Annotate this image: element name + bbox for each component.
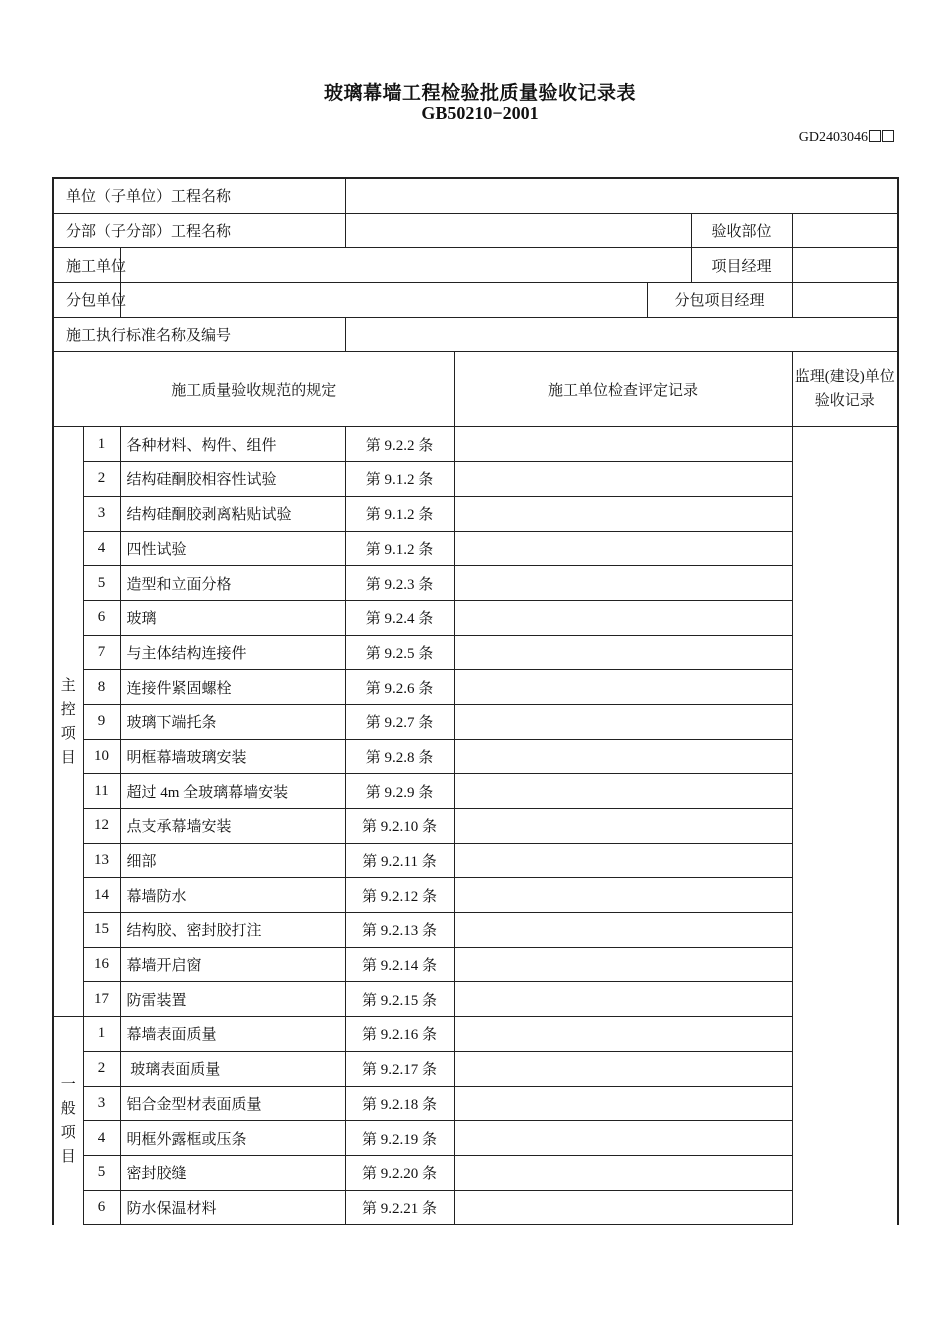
label-construction-unit: 施工单位 <box>53 248 120 283</box>
item-name: 连接件紧固螺栓 <box>120 670 345 705</box>
item-name: 幕墙开启窗 <box>120 947 345 982</box>
item-no: 5 <box>83 1155 120 1190</box>
item-record[interactable] <box>454 496 792 531</box>
item-record[interactable] <box>454 531 792 566</box>
field-unit-project[interactable] <box>345 178 898 213</box>
row-execution-standard <box>53 317 898 352</box>
table-row <box>53 1155 898 1190</box>
item-name: 四性试验 <box>120 531 345 566</box>
table-row <box>53 635 898 670</box>
item-name: 各种材料、构件、组件 <box>120 427 345 462</box>
label-project-manager: 项目经理 <box>691 248 792 283</box>
table-row <box>53 947 898 982</box>
item-record[interactable] <box>454 809 792 844</box>
item-clause: 第 9.2.11 条 <box>345 843 454 878</box>
item-name: 点支承幕墙安装 <box>120 809 345 844</box>
table-row <box>53 878 898 913</box>
field-construction-unit[interactable] <box>120 248 691 283</box>
item-clause: 第 9.2.7 条 <box>345 704 454 739</box>
table-row <box>53 566 898 601</box>
item-name: 防雷装置 <box>120 982 345 1017</box>
item-clause: 第 9.2.14 条 <box>345 947 454 982</box>
field-execution-standard[interactable] <box>345 317 898 352</box>
item-no: 6 <box>83 1190 120 1225</box>
field-subcontract-unit[interactable] <box>120 283 647 318</box>
item-clause: 第 9.2.6 条 <box>345 670 454 705</box>
item-record[interactable] <box>454 1121 792 1156</box>
item-record[interactable] <box>454 947 792 982</box>
item-clause: 第 9.2.3 条 <box>345 566 454 601</box>
header-spec: 施工质量验收规范的规定 <box>53 352 454 427</box>
item-record[interactable] <box>454 982 792 1017</box>
item-no: 3 <box>83 1086 120 1121</box>
header-record: 施工单位检查评定记录 <box>454 352 792 427</box>
item-name: 明框外露框或压条 <box>120 1121 345 1156</box>
field-inspection-location[interactable] <box>792 213 898 248</box>
row-subcontract-unit <box>53 283 898 318</box>
table-row <box>53 1051 898 1086</box>
item-clause: 第 9.2.13 条 <box>345 913 454 948</box>
table-row <box>53 1190 898 1225</box>
item-name: 细部 <box>120 843 345 878</box>
table-row <box>53 670 898 705</box>
item-name: 幕墙表面质量 <box>120 1017 345 1052</box>
item-name: 结构胶、密封胶打注 <box>120 913 345 948</box>
item-name: 铝合金型材表面质量 <box>120 1086 345 1121</box>
item-record[interactable] <box>454 1017 792 1052</box>
item-no: 11 <box>83 774 120 809</box>
item-clause: 第 9.1.2 条 <box>345 462 454 497</box>
item-no: 10 <box>83 739 120 774</box>
item-clause: 第 9.2.16 条 <box>345 1017 454 1052</box>
item-record[interactable] <box>454 774 792 809</box>
item-record[interactable] <box>454 1051 792 1086</box>
item-record[interactable] <box>454 462 792 497</box>
item-no: 2 <box>83 1051 120 1086</box>
table-row <box>53 739 898 774</box>
item-record[interactable] <box>454 427 792 462</box>
table-row <box>53 462 898 497</box>
item-record[interactable] <box>454 878 792 913</box>
item-no: 16 <box>83 947 120 982</box>
item-no: 8 <box>83 670 120 705</box>
item-no: 4 <box>83 1121 120 1156</box>
item-no: 1 <box>83 427 120 462</box>
item-name: 造型和立面分格 <box>120 566 345 601</box>
item-clause: 第 9.2.9 条 <box>345 774 454 809</box>
table-row <box>53 1017 898 1052</box>
table-header-row <box>53 352 898 427</box>
label-subcontract-manager: 分包项目经理 <box>647 283 792 318</box>
document-code-text: GD2403046 <box>798 130 868 145</box>
item-name: 密封胶缝 <box>120 1155 345 1190</box>
item-no: 7 <box>83 635 120 670</box>
table-row <box>53 843 898 878</box>
table-row <box>53 1121 898 1156</box>
item-clause: 第 9.2.5 条 <box>345 635 454 670</box>
item-record[interactable] <box>454 600 792 635</box>
item-record[interactable] <box>454 670 792 705</box>
table-row <box>53 496 898 531</box>
item-clause: 第 9.2.4 条 <box>345 600 454 635</box>
field-sub-project[interactable] <box>345 213 691 248</box>
header-supervisor: 监理(建设)单位验收记录 <box>792 352 898 427</box>
label-sub-project: 分部（子分部）工程名称 <box>53 213 345 248</box>
table-row <box>53 913 898 948</box>
label-execution-standard: 施工执行标准名称及编号 <box>53 317 345 352</box>
item-record[interactable] <box>454 704 792 739</box>
item-record[interactable] <box>454 1155 792 1190</box>
item-name: 与主体结构连接件 <box>120 635 345 670</box>
item-record[interactable] <box>454 1190 792 1225</box>
item-clause: 第 9.2.2 条 <box>345 427 454 462</box>
item-record[interactable] <box>454 739 792 774</box>
item-no: 15 <box>83 913 120 948</box>
checkbox-square-icon <box>869 130 881 142</box>
item-record[interactable] <box>454 843 792 878</box>
item-record[interactable] <box>454 913 792 948</box>
item-record[interactable] <box>454 635 792 670</box>
category-main-label: 主控项目 <box>60 677 76 766</box>
item-no: 6 <box>83 600 120 635</box>
table-row <box>53 704 898 739</box>
item-no: 5 <box>83 566 120 601</box>
inspection-table <box>52 177 899 1225</box>
item-clause: 第 9.2.17 条 <box>345 1051 454 1086</box>
item-no: 2 <box>83 462 120 497</box>
item-no: 12 <box>83 809 120 844</box>
row-sub-project <box>53 213 898 248</box>
form-title: 玻璃幕墙工程检验批质量验收记录表 <box>323 82 636 104</box>
item-no: 4 <box>83 531 120 566</box>
supervisor-record[interactable] <box>792 427 898 1225</box>
document-code <box>799 130 894 146</box>
label-subcontract-unit: 分包单位 <box>53 283 120 318</box>
item-name: 玻璃下端托条 <box>120 704 345 739</box>
item-clause: 第 9.2.18 条 <box>345 1086 454 1121</box>
standard-code: GB50210−2001 <box>421 103 539 123</box>
item-clause: 第 9.2.10 条 <box>345 809 454 844</box>
table-row <box>53 774 898 809</box>
item-name: 防水保温材料 <box>120 1190 345 1225</box>
table-row <box>53 1086 898 1121</box>
item-name: 明框幕墙玻璃安装 <box>120 739 345 774</box>
item-no: 3 <box>83 496 120 531</box>
item-record[interactable] <box>454 566 792 601</box>
category-general-label: 一般项目 <box>60 1076 76 1165</box>
row-construction-unit <box>53 248 898 283</box>
table-row <box>53 600 898 635</box>
item-no: 13 <box>83 843 120 878</box>
table-row <box>53 982 898 1017</box>
item-no: 9 <box>83 704 120 739</box>
item-no: 14 <box>83 878 120 913</box>
field-subcontract-manager[interactable] <box>792 283 898 318</box>
item-clause: 第 9.1.2 条 <box>345 531 454 566</box>
item-clause: 第 9.2.15 条 <box>345 982 454 1017</box>
checkbox-square-icon <box>882 130 894 142</box>
item-name: 幕墙防水 <box>120 878 345 913</box>
item-clause: 第 9.2.19 条 <box>345 1121 454 1156</box>
item-name: 结构硅酮胶相容性试验 <box>120 462 345 497</box>
label-unit-project: 单位（子单位）工程名称 <box>53 178 345 213</box>
item-clause: 第 9.2.21 条 <box>345 1190 454 1225</box>
item-record[interactable] <box>454 1086 792 1121</box>
table-row <box>53 427 898 462</box>
category-main <box>53 427 83 1017</box>
item-clause: 第 9.2.20 条 <box>345 1155 454 1190</box>
item-clause: 第 9.2.8 条 <box>345 739 454 774</box>
item-no: 1 <box>83 1017 120 1052</box>
item-name: 结构硅酮胶剥离粘贴试验 <box>120 496 345 531</box>
item-name: 玻璃表面质量 <box>120 1051 345 1086</box>
item-clause: 第 9.1.2 条 <box>345 496 454 531</box>
label-inspection-location: 验收部位 <box>691 213 792 248</box>
item-name: 玻璃 <box>120 600 345 635</box>
item-no: 17 <box>83 982 120 1017</box>
item-name: 超过 4m 全玻璃幕墙安装 <box>120 774 345 809</box>
table-row <box>53 809 898 844</box>
item-clause: 第 9.2.12 条 <box>345 878 454 913</box>
row-unit-project <box>53 178 898 213</box>
category-general <box>53 1017 83 1225</box>
table-row <box>53 531 898 566</box>
field-project-manager[interactable] <box>792 248 898 283</box>
